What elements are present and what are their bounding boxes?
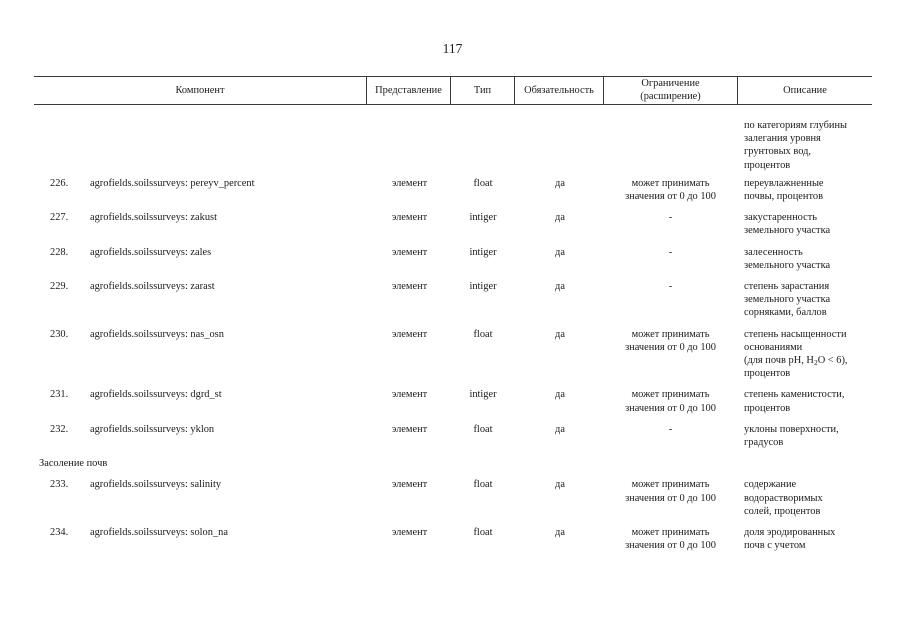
representation-cell: элемент <box>391 526 428 538</box>
description-cell <box>744 423 872 449</box>
description-line: процентов <box>744 159 791 171</box>
description-cell <box>744 211 872 237</box>
row-number: 233. <box>50 479 69 491</box>
constraint-line: значения от 0 до 100 <box>625 341 716 353</box>
description-line: содержание <box>744 479 797 491</box>
mandatory-cell: да <box>555 212 565 224</box>
header-type: Тип <box>473 84 492 96</box>
table-row <box>0 177 905 211</box>
formula-prefix: (для почв рН, Н <box>744 354 814 366</box>
description-line: степень каменистости, <box>744 389 845 401</box>
constraint-line: - <box>668 423 673 435</box>
type-cell: float <box>473 526 493 538</box>
description-line: по категориям глубины <box>744 120 848 131</box>
description-line: сорняками, баллов <box>744 307 827 319</box>
header-constraint <box>604 77 737 104</box>
row-number: 229. <box>50 280 69 292</box>
table-header <box>0 77 905 104</box>
description-line: закустаренность <box>744 212 817 224</box>
table-row <box>0 246 905 280</box>
description-cell <box>744 280 872 320</box>
constraint-cell <box>604 211 737 224</box>
formula-subscript: 2 <box>813 358 818 368</box>
description-line: уклоны поверхности, <box>744 423 839 435</box>
mandatory-cell: да <box>555 246 565 258</box>
representation-cell: элемент <box>391 389 428 401</box>
component-name: agrofields.soilssurveys: solon_na <box>90 526 228 538</box>
description-line: почв с учетом <box>744 540 806 552</box>
header-component: Компонент <box>175 84 225 96</box>
component-name: agrofields.soilssurveys: nas_osn <box>90 328 224 340</box>
type-cell: float <box>473 423 493 435</box>
description-line: процентов <box>744 402 791 414</box>
type-cell: intiger <box>469 212 497 224</box>
description-line: залегания уровня <box>744 133 821 145</box>
section-row <box>0 457 905 478</box>
constraint-line: - <box>668 212 673 224</box>
mandatory-cell: да <box>555 177 565 189</box>
description-line: земельного участка <box>744 259 831 271</box>
constraint-cell <box>604 423 737 436</box>
component-name: agrofields.soilssurveys: dgrd_st <box>90 389 222 401</box>
description-cell <box>744 119 872 172</box>
constraint-cell <box>604 177 737 203</box>
constraint-line: значения от 0 до 100 <box>625 191 716 202</box>
table-row <box>0 478 905 526</box>
constraint-cell <box>604 328 737 354</box>
mandatory-cell: да <box>555 423 565 435</box>
type-cell: float <box>473 177 493 189</box>
constraint-line: - <box>668 280 673 292</box>
type-cell: intiger <box>469 280 497 292</box>
component-name: agrofields.soilssurveys: salinity <box>90 479 222 491</box>
row-number: 230. <box>50 328 69 340</box>
constraint-line: может принимать <box>631 328 710 340</box>
description-cell <box>744 177 872 203</box>
header-description: Описание <box>783 84 827 96</box>
mandatory-cell: да <box>555 389 565 401</box>
section-title: Засоление почв <box>39 458 108 470</box>
row-number: 231. <box>50 389 69 401</box>
constraint-cell <box>604 388 737 414</box>
row-number: 234. <box>50 526 69 538</box>
description-line: залесенность <box>744 246 803 258</box>
table-row <box>0 526 905 560</box>
table-row <box>0 211 905 245</box>
constraint-line: может принимать <box>631 389 710 401</box>
mandatory-cell: да <box>555 280 565 292</box>
table-row <box>0 423 905 457</box>
representation-cell: элемент <box>391 479 428 491</box>
description-line: доля эродированных <box>744 526 836 538</box>
description-cell <box>744 328 872 381</box>
representation-cell: элемент <box>391 177 428 189</box>
description-line: градусов <box>744 436 784 448</box>
description-line: основаниями <box>744 341 803 353</box>
description-line: почвы, процентов <box>744 191 823 202</box>
header-constraint-line1: Ограничение <box>641 78 700 89</box>
table-row <box>0 280 905 328</box>
type-cell: float <box>473 328 493 340</box>
description-line: грунтовых вод, <box>744 146 811 158</box>
description-line: переувлажненные <box>744 177 824 189</box>
mandatory-cell: да <box>555 526 565 538</box>
header-mandatory: Обязательность <box>524 84 594 96</box>
component-name: agrofields.soilssurveys: pereyv_percent <box>90 177 255 189</box>
table-row <box>0 328 905 389</box>
constraint-line: может принимать <box>631 177 710 189</box>
representation-cell: элемент <box>391 246 428 258</box>
row-number: 228. <box>50 246 69 258</box>
description-line: земельного участка <box>744 294 831 306</box>
constraint-line: может принимать <box>631 526 710 538</box>
component-name: agrofields.soilssurveys: zakust <box>90 212 217 224</box>
description-line: земельного участка <box>744 225 831 237</box>
description-cell <box>744 246 872 272</box>
constraint-line: значения от 0 до 100 <box>625 492 716 504</box>
component-name: agrofields.soilssurveys: zales <box>90 246 212 258</box>
type-cell: float <box>473 479 493 491</box>
table-row <box>0 119 905 177</box>
description-line: солей, процентов <box>744 505 821 517</box>
type-cell: intiger <box>469 246 497 258</box>
header-constraint-line2: (расширение) <box>640 90 701 102</box>
constraint-cell <box>604 478 737 504</box>
description-line: водорастворимых <box>744 492 823 504</box>
header-representation: Представление <box>375 84 442 96</box>
page-number: 117 <box>442 41 463 56</box>
representation-cell: элемент <box>391 212 428 224</box>
mandatory-cell: да <box>555 479 565 491</box>
constraint-cell <box>604 246 737 259</box>
constraint-line: значения от 0 до 100 <box>625 540 716 552</box>
description-line: степень зарастания <box>744 280 830 292</box>
representation-cell: элемент <box>391 328 428 340</box>
table-header-bottom-rule <box>34 104 872 105</box>
constraint-cell <box>604 526 737 552</box>
description-line: степень насыщенности <box>744 328 847 340</box>
representation-cell: элемент <box>391 280 428 292</box>
row-number: 227. <box>50 212 69 224</box>
component-name: agrofields.soilssurveys: yklon <box>90 423 215 435</box>
mandatory-cell: да <box>555 328 565 340</box>
description-cell <box>744 526 872 552</box>
description-formula-line <box>744 354 872 367</box>
description-line: процентов <box>744 368 791 380</box>
type-cell: intiger <box>469 389 497 401</box>
row-number: 226. <box>50 177 69 189</box>
representation-cell: элемент <box>391 423 428 435</box>
row-number: 232. <box>50 423 69 435</box>
formula-suffix: О < 6), <box>817 354 848 366</box>
description-cell <box>744 388 872 414</box>
constraint-line: - <box>668 246 673 258</box>
constraint-cell <box>604 280 737 293</box>
table-row <box>0 388 905 422</box>
table-body <box>0 119 905 560</box>
description-cell <box>744 478 872 518</box>
component-name: agrofields.soilssurveys: zarast <box>90 280 215 292</box>
constraint-line: значения от 0 до 100 <box>625 402 716 414</box>
constraint-line: может принимать <box>631 479 710 491</box>
